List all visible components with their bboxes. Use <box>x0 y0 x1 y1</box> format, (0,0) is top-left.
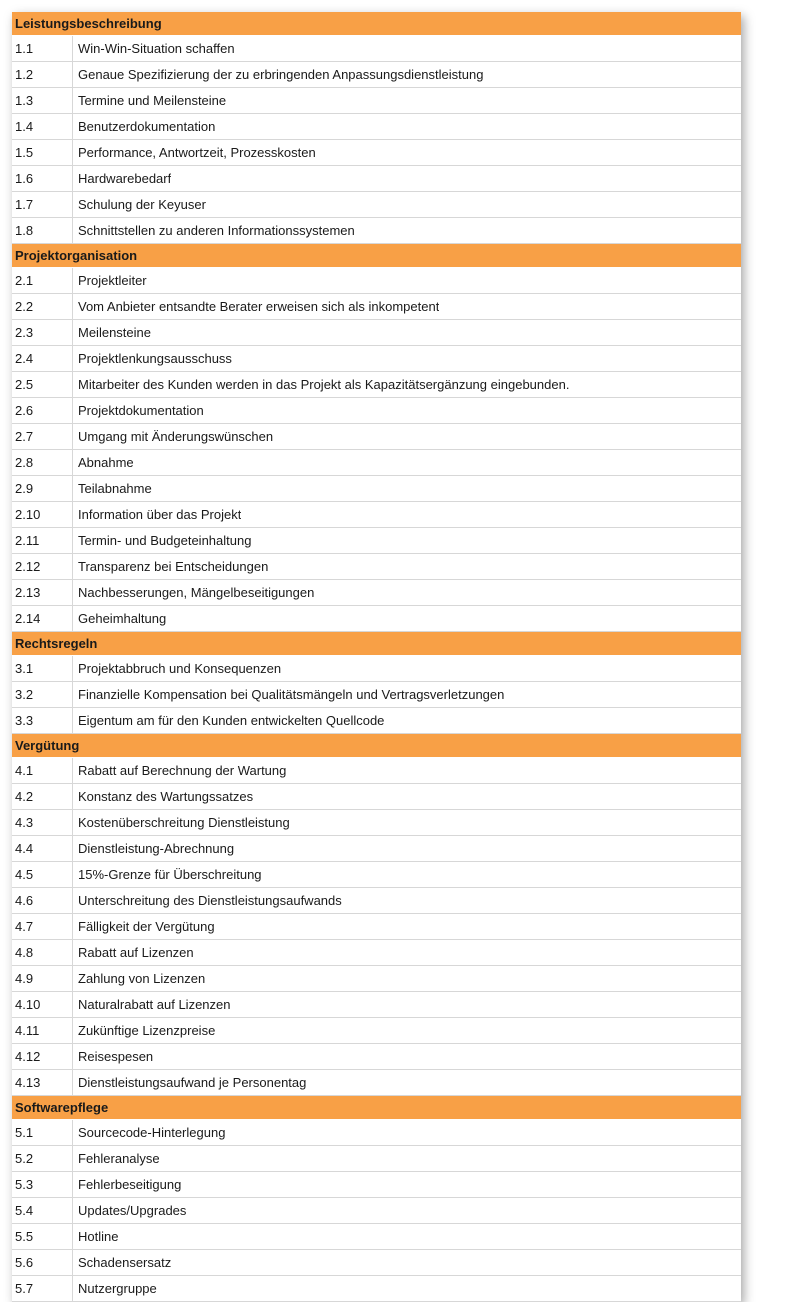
table-row <box>12 450 741 476</box>
table-row <box>12 1018 741 1044</box>
item-number: 2.7 <box>12 424 73 449</box>
item-text: Termine und Meilensteine <box>78 93 227 108</box>
item-number: 2.2 <box>12 294 73 319</box>
item-number: 1.1 <box>12 36 73 61</box>
table-row <box>12 682 741 708</box>
table-row <box>12 88 741 114</box>
item-number: 4.1 <box>12 758 73 783</box>
item-number: 4.10 <box>12 992 73 1017</box>
item-text: Konstanz des Wartungssatzes <box>78 789 254 804</box>
item-number: 1.8 <box>12 218 73 243</box>
item-number: 3.3 <box>12 708 73 733</box>
contract-checklist-table <box>12 12 741 1302</box>
item-number: 1.2 <box>12 62 73 87</box>
item-text: Zahlung von Lizenzen <box>78 971 206 986</box>
table-row <box>12 36 741 62</box>
item-number: 5.7 <box>12 1276 73 1301</box>
table-row <box>12 192 741 218</box>
item-number: 3.2 <box>12 682 73 707</box>
item-text: Projektdokumentation <box>78 403 204 418</box>
table-row <box>12 140 741 166</box>
table-row <box>12 708 741 734</box>
section-header: Vergütung <box>12 734 741 758</box>
item-text: Eigentum am für den Kunden entwickelten Quellcode <box>78 713 385 728</box>
item-number: 4.2 <box>12 784 73 809</box>
table-row <box>12 606 741 632</box>
table-row <box>12 784 741 810</box>
item-number: 4.12 <box>12 1044 73 1069</box>
item-text: Umgang mit Änderungswünschen <box>78 429 274 444</box>
item-text: Vom Anbieter entsandte Berater erweisen sich als inkompetent <box>78 299 440 314</box>
item-number: 2.8 <box>12 450 73 475</box>
table-row <box>12 1250 741 1276</box>
item-number: 2.6 <box>12 398 73 423</box>
item-number: 3.1 <box>12 656 73 681</box>
table-row <box>12 888 741 914</box>
item-text: Finanzielle Kompensation bei Qualitätsmängeln und Vertragsverletzungen <box>78 687 505 702</box>
item-text: Teilabnahme <box>78 481 152 496</box>
item-number: 4.4 <box>12 836 73 861</box>
item-number: 4.11 <box>12 1018 73 1043</box>
item-number: 5.2 <box>12 1146 73 1171</box>
item-text: Projektabbruch und Konsequenzen <box>78 661 282 676</box>
item-text: Nutzergruppe <box>78 1281 157 1296</box>
item-number: 4.3 <box>12 810 73 835</box>
table-row <box>12 1276 741 1302</box>
item-text: 15%-Grenze für Überschreitung <box>78 867 262 882</box>
item-number: 1.5 <box>12 140 73 165</box>
item-text: Mitarbeiter des Kunden werden in das Projekt als Kapazitätsergänzung eingebunden. <box>78 377 570 392</box>
item-number: 1.7 <box>12 192 73 217</box>
item-number: 4.9 <box>12 966 73 991</box>
item-text: Reisespesen <box>78 1049 154 1064</box>
table-row <box>12 914 741 940</box>
table-row <box>12 836 741 862</box>
item-text: Schulung der Keyuser <box>78 197 206 212</box>
item-number: 4.7 <box>12 914 73 939</box>
item-number: 2.14 <box>12 606 73 631</box>
table-row <box>12 1146 741 1172</box>
item-text: Meilensteine <box>78 325 151 340</box>
section-header: Projektorganisation <box>12 244 741 268</box>
item-number: 5.5 <box>12 1224 73 1249</box>
item-text: Abnahme <box>78 455 134 470</box>
table-row <box>12 424 741 450</box>
item-number: 2.10 <box>12 502 73 527</box>
table-row <box>12 62 741 88</box>
item-number: 1.3 <box>12 88 73 113</box>
table-row <box>12 656 741 682</box>
table-row <box>12 218 741 244</box>
item-text: Updates/Upgrades <box>78 1203 187 1218</box>
table-row <box>12 1044 741 1070</box>
table-row <box>12 398 741 424</box>
table-row <box>12 940 741 966</box>
table-row <box>12 320 741 346</box>
item-text: Information über das Projekt <box>78 507 242 522</box>
item-text: Projektlenkungsausschuss <box>78 351 232 366</box>
table-row <box>12 502 741 528</box>
table-row <box>12 166 741 192</box>
item-text: Hotline <box>78 1229 119 1244</box>
item-text: Dienstleistung-Abrechnung <box>78 841 235 856</box>
item-text: Unterschreitung des Dienstleistungsaufwands <box>78 893 342 908</box>
table-row <box>12 372 741 398</box>
table-row <box>12 862 741 888</box>
table-row <box>12 294 741 320</box>
item-number: 4.6 <box>12 888 73 913</box>
item-number: 2.3 <box>12 320 73 345</box>
table-row <box>12 580 741 606</box>
table-row <box>12 528 741 554</box>
item-text: Rabatt auf Berechnung der Wartung <box>78 763 287 778</box>
item-text: Geheimhaltung <box>78 611 167 626</box>
item-number: 2.5 <box>12 372 73 397</box>
item-text: Dienstleistungsaufwand je Personentag <box>78 1075 307 1090</box>
item-text: Genaue Spezifizierung der zu erbringenden Anpassungsdienstleistung <box>78 67 484 82</box>
section-header: Leistungsbeschreibung <box>12 12 741 36</box>
table-row <box>12 1224 741 1250</box>
item-text: Win-Win-Situation schaffen <box>78 41 235 56</box>
item-text: Kostenüberschreitung Dienstleistung <box>78 815 290 830</box>
item-number: 2.1 <box>12 268 73 293</box>
item-number: 1.4 <box>12 114 73 139</box>
item-text: Zukünftige Lizenzpreise <box>78 1023 216 1038</box>
item-number: 2.4 <box>12 346 73 371</box>
item-number: 5.6 <box>12 1250 73 1275</box>
table-row <box>12 1172 741 1198</box>
item-text: Projektleiter <box>78 273 147 288</box>
item-text: Transparenz bei Entscheidungen <box>78 559 269 574</box>
table-row <box>12 268 741 294</box>
table-row <box>12 810 741 836</box>
item-text: Fälligkeit der Vergütung <box>78 919 215 934</box>
table-row <box>12 1070 741 1096</box>
item-text: Schadensersatz <box>78 1255 172 1270</box>
item-number: 5.4 <box>12 1198 73 1223</box>
item-number: 5.1 <box>12 1120 73 1145</box>
table-row <box>12 476 741 502</box>
table-row <box>12 1198 741 1224</box>
table-row <box>12 992 741 1018</box>
item-number: 2.13 <box>12 580 73 605</box>
item-text: Hardwarebedarf <box>78 171 172 186</box>
table-row <box>12 1120 741 1146</box>
item-number: 5.3 <box>12 1172 73 1197</box>
table-row <box>12 758 741 784</box>
item-number: 4.8 <box>12 940 73 965</box>
item-number: 2.9 <box>12 476 73 501</box>
table-row <box>12 966 741 992</box>
item-number: 2.12 <box>12 554 73 579</box>
item-number: 2.11 <box>12 528 73 553</box>
item-text: Sourcecode-Hinterlegung <box>78 1125 226 1140</box>
table-row <box>12 554 741 580</box>
item-text: Naturalrabatt auf Lizenzen <box>78 997 231 1012</box>
item-text: Nachbesserungen, Mängelbeseitigungen <box>78 585 315 600</box>
section-header: Softwarepflege <box>12 1096 741 1120</box>
item-text: Rabatt auf Lizenzen <box>78 945 194 960</box>
item-number: 4.13 <box>12 1070 73 1095</box>
table-row <box>12 114 741 140</box>
item-text: Fehleranalyse <box>78 1151 160 1166</box>
item-text: Performance, Antwortzeit, Prozesskosten <box>78 145 316 160</box>
section-header: Rechtsregeln <box>12 632 741 656</box>
item-text: Benutzerdokumentation <box>78 119 216 134</box>
table-row <box>12 346 741 372</box>
item-number: 4.5 <box>12 862 73 887</box>
item-text: Schnittstellen zu anderen Informationssystemen <box>78 223 355 238</box>
item-number: 1.6 <box>12 166 73 191</box>
item-text: Termin- und Budgeteinhaltung <box>78 533 252 548</box>
item-text: Fehlerbeseitigung <box>78 1177 182 1192</box>
